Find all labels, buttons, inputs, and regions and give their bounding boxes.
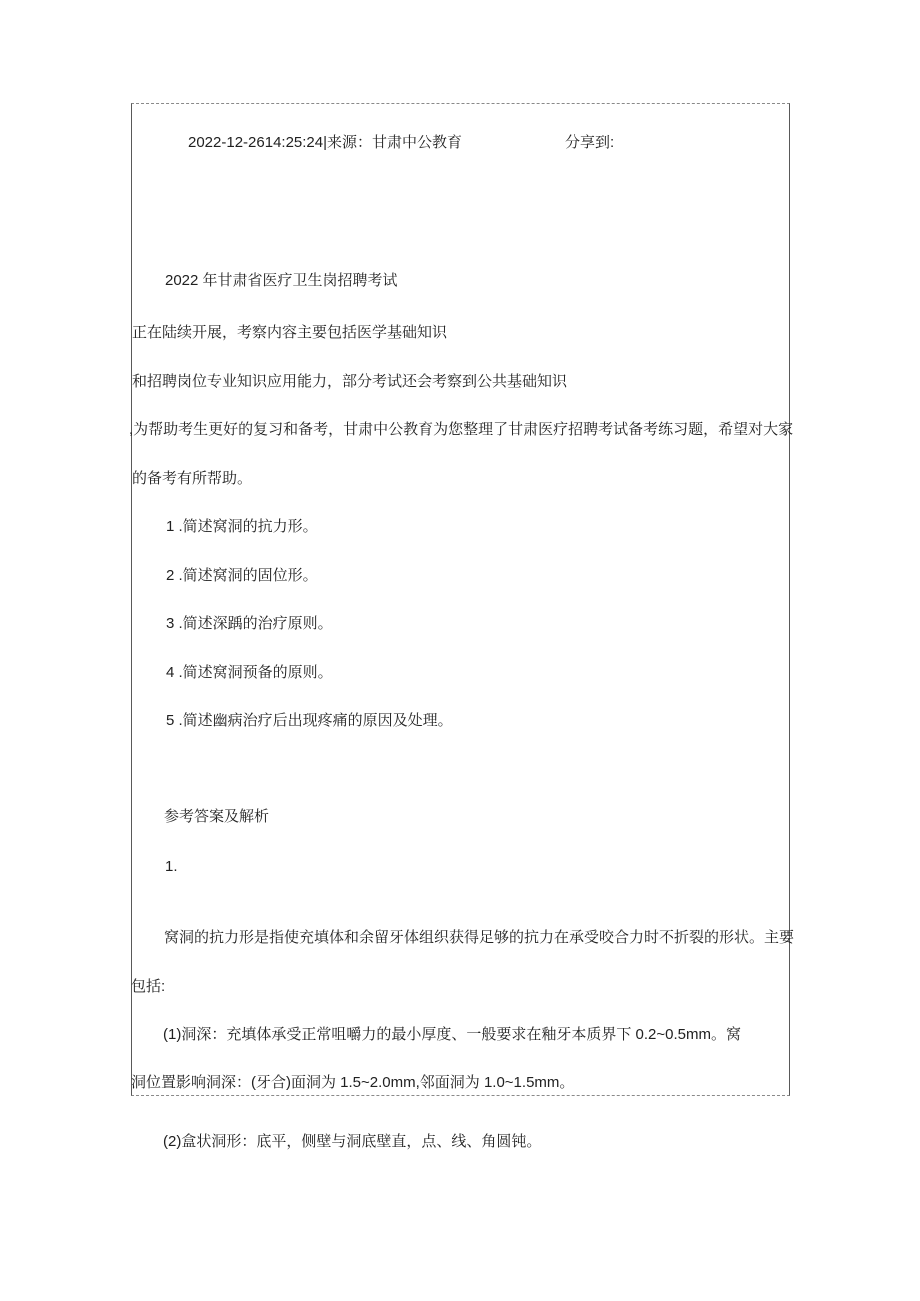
answer-line-1: 窝洞的抗力形是指使充填体和余留牙体组织获得足够的抗力在承受咬合力时不折裂的形状。主要 <box>164 929 795 946</box>
intro-line-2: 和招聘岗位专业知识应用能力，部分考试还会考察到公共基础知识 <box>132 373 568 390</box>
question-item-2: 2 .简述窝洞的固位形。 <box>166 567 318 584</box>
answer-line-2: 包括: <box>131 978 166 995</box>
answer-number: 1. <box>165 858 178 875</box>
answer-continuation-line: (2)盒状洞形：底平，侧壁与洞底壁直，点、线、角圆钝。 <box>163 1133 542 1150</box>
question-item-5: 5 .简述幽病治疗后出现疼痛的原因及处理。 <box>166 712 453 729</box>
question-item-3: 3 .简述深踽的治疗原则。 <box>166 615 333 632</box>
intro-line-1: 正在陆续开展，考察内容主要包括医学基础知识 <box>132 324 448 341</box>
intro-line-4: 的备考有所帮助。 <box>132 470 253 487</box>
article-title: 2022 年甘肃省医疗卫生岗招聘考试 <box>165 272 398 289</box>
answers-heading: 参考答案及解析 <box>164 808 270 825</box>
intro-line-3: ,为帮助考生更好的复习和备考，甘肃中公教育为您整理了甘肃医疗招聘考试备考练习题，希望对大家 <box>129 421 794 438</box>
answer-line-3: (1)洞深：充填体承受正常咀嚼力的最小厚度、一般要求在釉牙本质界下 0.2~0.5mm。窝 <box>163 1026 741 1043</box>
publish-date-source: 2022-12-2614:25:24|来源：甘肃中公教育 <box>188 134 463 151</box>
question-item-1: 1 .简述窝洞的抗力形。 <box>166 518 318 535</box>
share-to-label: 分享到: <box>565 134 615 151</box>
answer-line-4: 洞位置影响洞深：(牙合)面洞为 1.5~2.0mm,邻面洞为 1.0~1.5mm。 <box>131 1074 575 1091</box>
question-item-4: 4 .简述窝洞预备的原则。 <box>166 664 333 681</box>
